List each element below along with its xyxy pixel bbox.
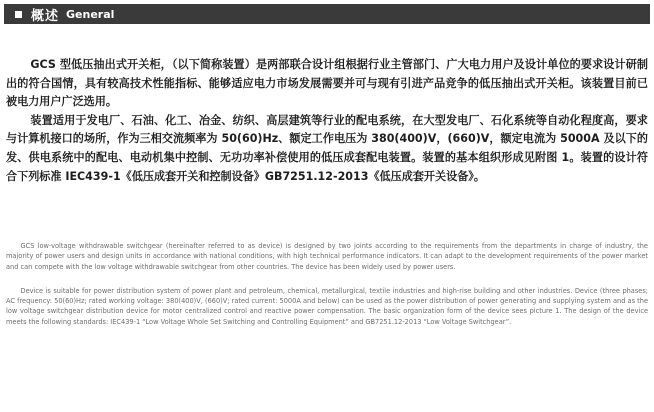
en-paragraph-1: GCS low-voltage withdrawable switchgear (hereinafter referred to as device) is designed by two joints according to the requirements from the departments in charge of industry, the majority of power users and design units in accordance with national conditions, with high technical performance indicators. It can adapt to the development requirements of the power market and can compete with the low voltage withdrawable switchgear from other countries. The device has been widely used by power users. xyxy=(6,242,648,271)
cn-paragraph-2: 装置适用于发电厂、石油、化工、冶金、纺织、高层建筑等行业的配电系统，在大型发电厂、石化系统等自动化程度高，要求与计算机接口的场所，作为三相交流频率为 50(60)Hz、额定工作电压为 380(400)V，(660)V，额定电流为 5000A 及以下的发、供电系统中的配电、电动机集中控制、无功功率补偿使用的低压成套配电装置。装置的基本组织形成见附图 1。装置的设计符合下列标准 IEC439-1《低压成套开关和控制设备》GB7251.12-2013《低压成套开关设备》。 xyxy=(6,113,648,183)
en-paragraph-2: Device is suitable for power distribution system of power plant and petroleum, chemical, metallurgical, textile industries and high-rise building and other industries. Device (three phases; AC frequency: 50(60)Hz; rated working voltage: 380(400)V, (660)V; rated current: 5000A and below) can be used as the power distribution of power generating and supplying system and as the low voltage switchgear distribution device for motor centralized control and reactive power compensation. The basic organization form of the device sees picture 1. The design of the device meets the following standards: IEC439-1 “Low Voltage Whole Set Switching and Controlling Equipment” and GB7251.12-2013 “Low Voltage Switchgear”. xyxy=(6,286,648,326)
english-description xyxy=(6,241,648,341)
square-bullet-icon xyxy=(15,11,22,18)
chinese-description xyxy=(6,56,648,186)
section-header xyxy=(4,4,650,24)
section-title-cn: 概述 xyxy=(31,8,60,24)
section-title-en: General xyxy=(66,7,115,21)
cn-paragraph-1: GCS 型低压抽出式开关柜，（以下简称装置）是两部联合设计组根据行业主管部门、广大电力用户及设计单位的要求设计研制出的符合国情，具有较高技术性能指标、能够适应电力市场发展需要并可与现有引进产品竞争的低压抽出式开关柜。该装置目前已被电力用户广泛选用。 xyxy=(6,58,648,109)
